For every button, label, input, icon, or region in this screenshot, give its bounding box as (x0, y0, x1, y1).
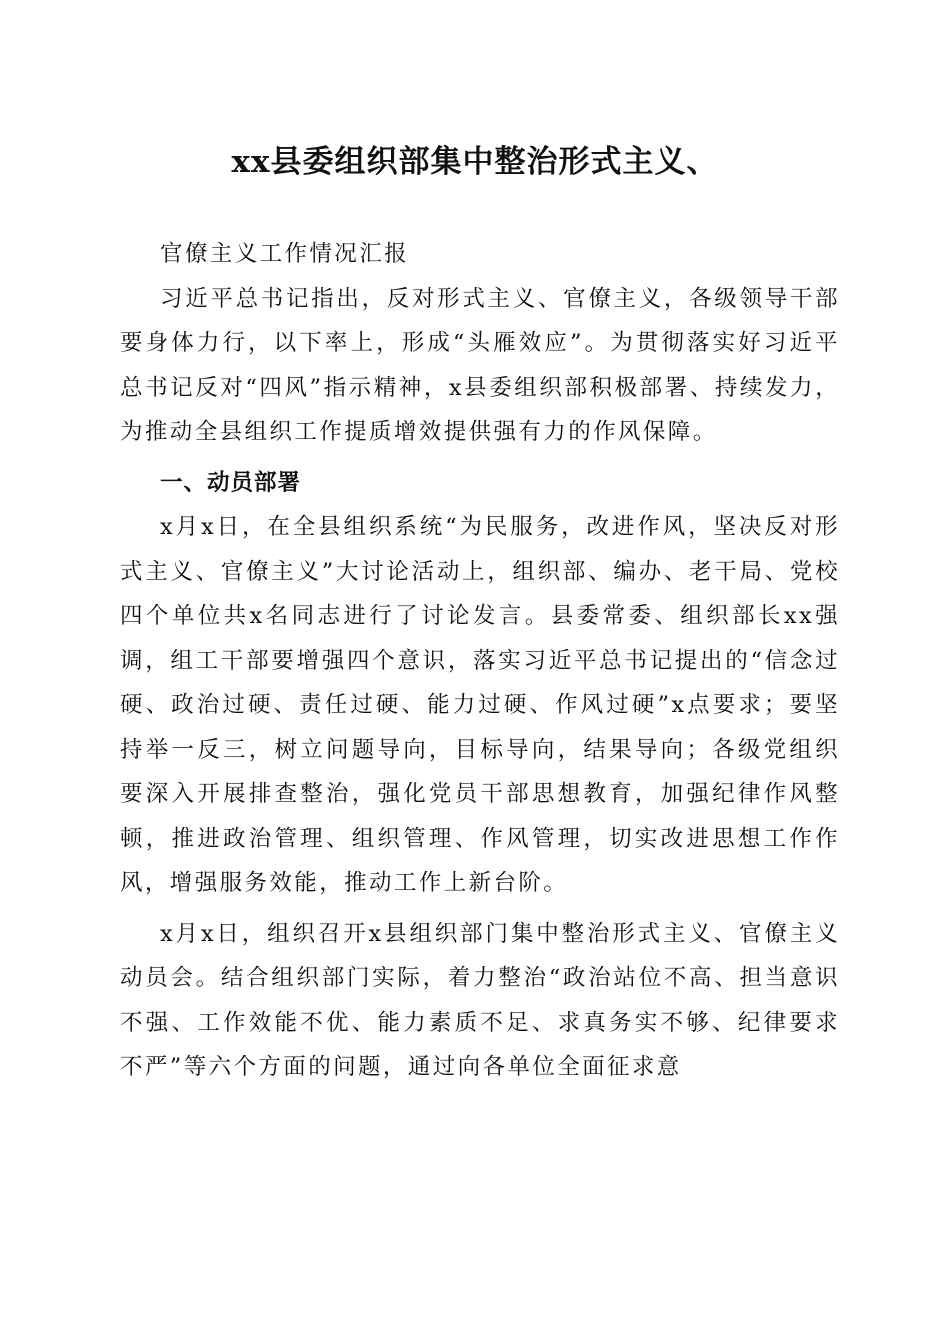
intro-paragraph: 习近平总书记指出，反对形式主义、官僚主义，各级领导干部要身体力行，以下率上，形成“头雁效应”。为贯彻落实好习近平总书记反对“四风”指示精神，x县委组织部积极部署、持续发力，为推动全县组织工作提质增效提供强有力的作风保障。 (120, 285, 840, 445)
document-body (120, 232, 840, 1090)
document-title: xx县委组织部集中整治形式主义、 (231, 144, 719, 180)
section-heading: 一、动员部署 (160, 469, 302, 496)
section-paragraph-2: x月x日，组织召开x县组织部门集中整治形式主义、官僚主义动员会。结合组织部门实际，着力整治“政治站位不高、担当意识不强、工作效能不优、能力素质不足、求真务实不够、纪律要求不严”等六个方面的问题，通过向各单位全面征求意 (120, 920, 840, 1080)
section-paragraph-1: x月x日，在全县组织系统“为民服务，改进作风，坚决反对形式主义、官僚主义”大讨论活动上，组织部、编办、老干局、党校四个单位共x名同志进行了讨论发言。县委常委、组织部长xx强调，组工干部要增强四个意识，落实习近平总书记提出的“信念过硬、政治过硬、责任过硬、能力过硬、作风过硬”x点要求；要坚持举一反三，树立问题导向，目标导向，结果导向；各级党组织要深入开展排查整治，强化党员干部思想教育，加强纪律作风整顿，推进政治管理、组织管理、作风管理，切实改进思想工作作风，增强服务效能，推动工作上新台阶。 (120, 514, 840, 896)
document-subtitle: 官僚主义工作情况汇报 (160, 241, 410, 267)
